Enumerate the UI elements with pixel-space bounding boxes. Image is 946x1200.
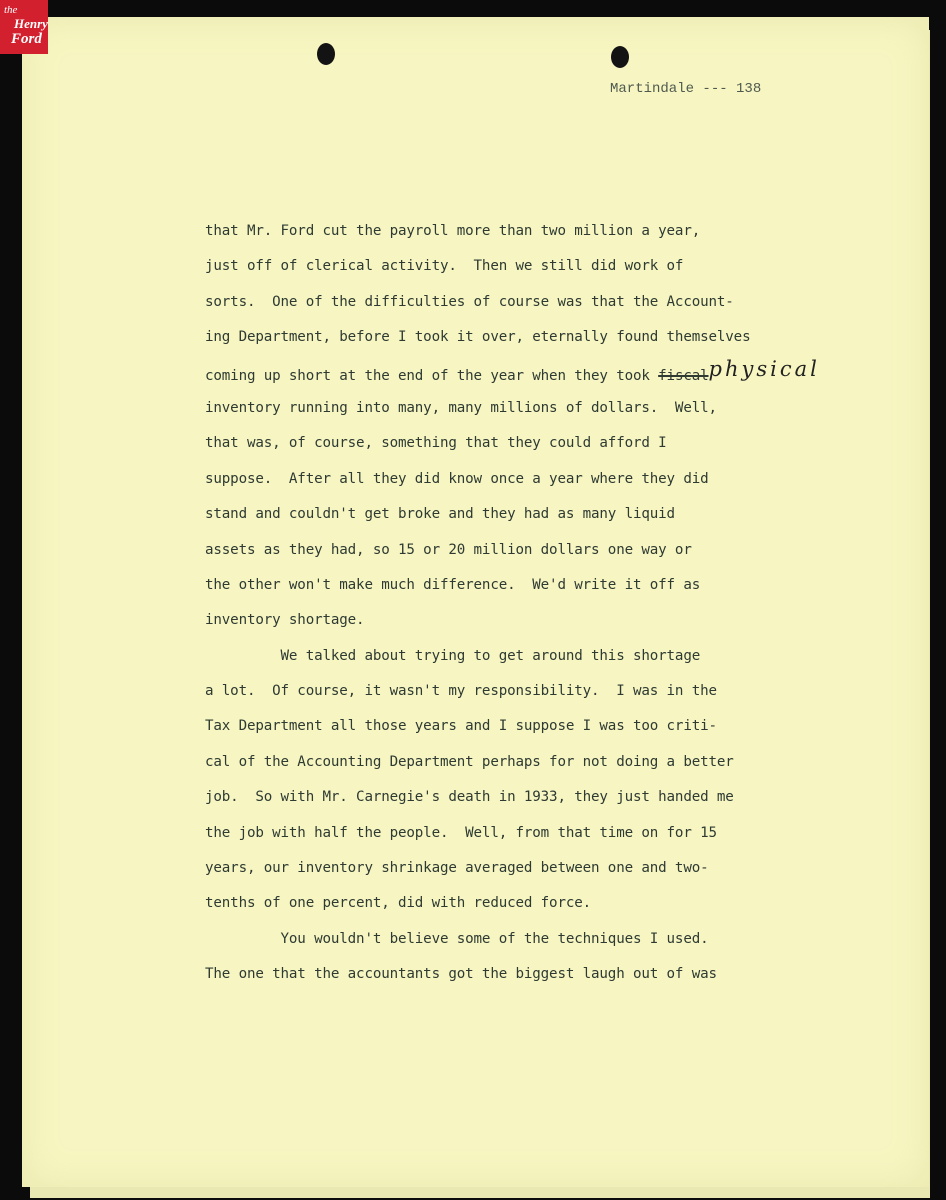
transcript-line: years, our inventory shrinkage averaged between one and two- [205, 860, 709, 877]
transcript-line: ing Department, before I took it over, eternally found themselves [205, 329, 751, 346]
transcript-line: that Mr. Ford cut the payroll more than two million a year, [205, 223, 701, 239]
transcript-line: job. So with Mr. Carnegie's death in 1933, they just handed me [205, 789, 734, 806]
logo-text-ford: Ford [11, 31, 42, 47]
transcript-line: sorts. One of the difficulties of course was that the Account- [205, 293, 734, 310]
line-text: coming up short at the end of the year when they took [205, 367, 659, 384]
transcript-line: tenths of one percent, did with reduced force. [205, 895, 592, 912]
transcript-line: Tax Department all those years and I suppose I was too criti- [205, 718, 717, 735]
handwritten-correction: physical [708, 356, 820, 381]
henry-ford-logo [0, 0, 48, 54]
punch-hole-left [317, 43, 335, 65]
transcript-line: suppose. After all they did know once a year where they did [205, 470, 709, 487]
transcript-line: assets as they had, so 15 or 20 million dollars one way or [205, 541, 692, 558]
transcript-line: inventory running into many, many millions of dollars. Well, [205, 399, 717, 416]
transcript-line: You wouldn't believe some of the techniques I used. [205, 930, 709, 947]
transcript-line: cal of the Accounting Department perhaps for not doing a better [205, 753, 734, 770]
logo-text-the: the [4, 4, 18, 16]
transcript-line [205, 356, 820, 398]
transcript-line: The one that the accountants got the biggest laugh out of was [205, 966, 717, 983]
page-header: Martindale --- 138 [610, 81, 762, 97]
transcript-line: the job with half the people. Well, from that time on for 15 [205, 824, 717, 841]
struck-word: fiscal [658, 367, 709, 384]
transcript-line: a lot. Of course, it wasn't my responsibility. I was in the [205, 683, 717, 700]
transcript-line: just off of clerical activity. Then we still did work of [205, 258, 684, 275]
transcript-line: stand and couldn't get broke and they had as many liquid [205, 506, 675, 523]
transcript-body [205, 221, 820, 1000]
transcript-line: inventory shortage. [205, 612, 365, 629]
logo-text-henry: Henry [14, 16, 48, 31]
punch-hole-right [611, 46, 629, 68]
transcript-line: that was, of course, something that they could afford I [205, 435, 667, 452]
transcript-line: We talked about trying to get around this shortage [205, 647, 701, 664]
transcript-line: the other won't make much difference. We'd write it off as [205, 576, 701, 593]
